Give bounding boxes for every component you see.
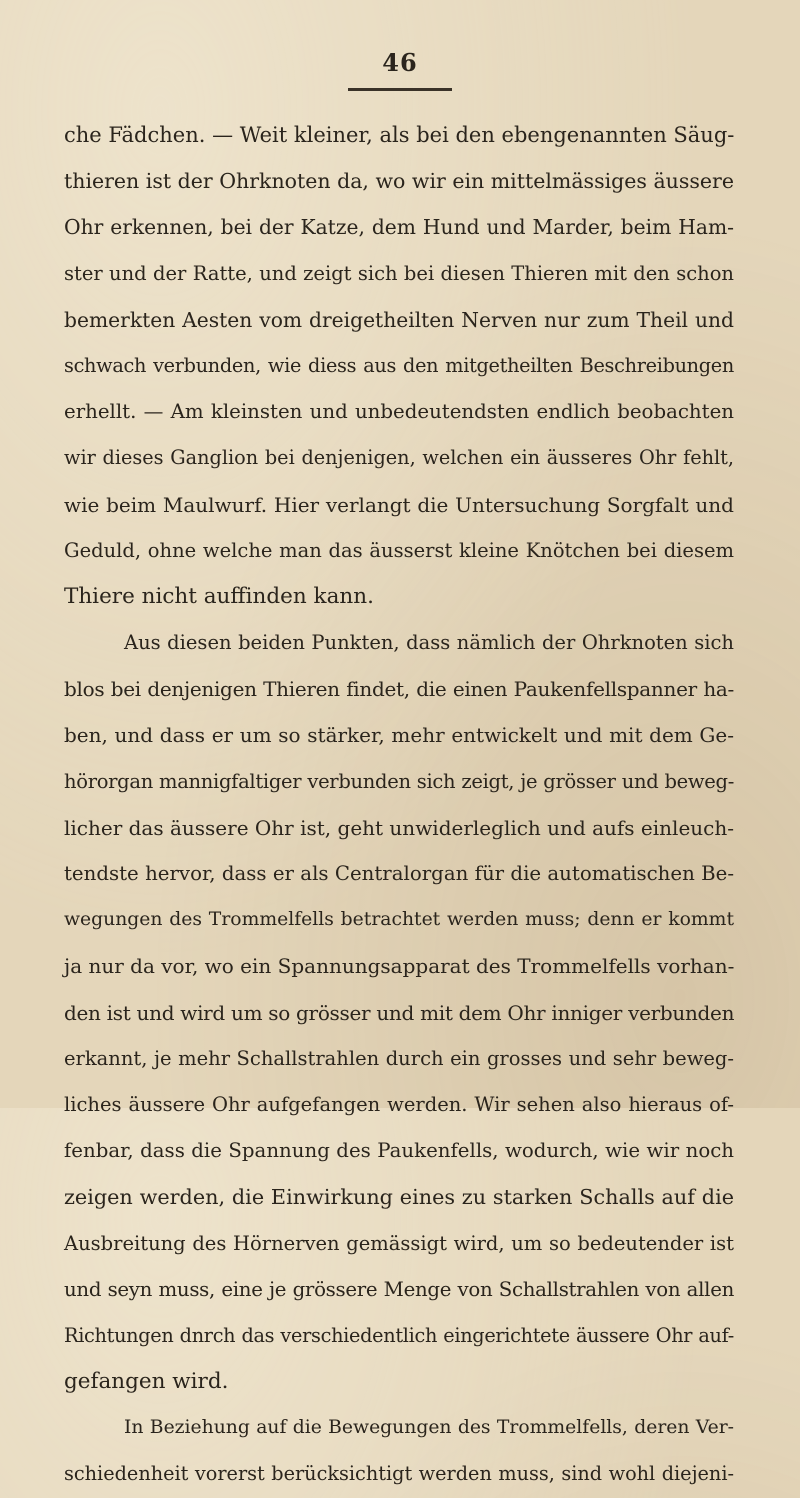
text-line: wir dieses Ganglion bei denjenigen, welchen ein äusseres Ohr fehlt, [64, 446, 734, 470]
text-line: wie beim Maulwurf. Hier verlangt die Untersuchung Sorgfalt und [64, 492, 734, 517]
text-line: schiedenheit vorerst berücksichtigt werden muss, sind wohl diejeni- [64, 1462, 734, 1486]
text-line: Ausbreitung des Hörnerven gemässigt wird, um so bedeutender ist [64, 1231, 734, 1255]
text-line: gefangen wird. [64, 1369, 229, 1395]
page-number-rule [348, 88, 452, 91]
text-line: liches äussere Ohr aufgefangen werden. Wir sehen also hieraus of- [64, 1092, 734, 1116]
text-line: licher das äussere Ohr ist, geht unwiderleglich und aufs einleuch- [64, 815, 734, 840]
text-line: hörorgan mannigfaltiger verbunden sich zeigt, je grösser und beweg- [64, 769, 734, 793]
text-line: Thiere nicht auffinden kann. [64, 583, 374, 609]
text-line: erhellt. — Am kleinsten und unbedeutendsten endlich beobachten [64, 400, 734, 424]
text-line: thieren ist der Ohrknoten da, wo wir ein mittelmässiges äussere [64, 169, 734, 194]
text-line: Geduld, ohne welche man das äusserst kleine Knötchen bei diesem [64, 538, 734, 562]
text-line: In Beziehung auf die Bewegungen des Trommelfells, deren Ver- [124, 1417, 734, 1439]
text-line: und seyn muss, eine je grössere Menge von Schallstrahlen von allen [64, 1277, 734, 1301]
text-line: Richtungen dnrch das verschiedentlich eingerichtete äussere Ohr auf- [64, 1323, 734, 1347]
text-line: Ohr erkennen, bei der Katze, dem Hund und Marder, beim Ham- [64, 215, 734, 240]
text-line: Aus diesen beiden Punkten, dass nämlich der Ohrknoten sich [124, 631, 734, 655]
text-line: blos bei denjenigen Thieren findet, die einen Paukenfellspanner ha- [64, 677, 734, 702]
text-line: tendste hervor, dass er als Centralorgan für die automatischen Be- [64, 862, 734, 885]
text-line: ja nur da vor, wo ein Spannungsapparat des Trommelfells vorhan- [64, 954, 735, 979]
text-line: wegungen des Trommelfells betrachtet werden muss; denn er kommt [64, 909, 734, 931]
text-line: ster und der Ratte, und zeigt sich bei diesen Thieren mit den schon [64, 261, 734, 285]
text-line: bemerkten Aesten vom dreigetheilten Nerven nur zum Theil und [64, 307, 734, 332]
text-line: ben, und dass er um so stärker, mehr entwickelt und mit dem Ge- [64, 723, 734, 748]
text-line: zeigen werden, die Einwirkung eines zu starken Schalls auf die [64, 1185, 734, 1210]
page-number: 46 [382, 48, 418, 77]
text-line: den ist und wird um so grösser und mit dem Ohr inniger verbunden [64, 1000, 735, 1025]
text-line: che Fädchen. — Weit kleiner, als bei den ebengenannten Säug- [64, 123, 735, 147]
text-line: erkannt, je mehr Schallstrahlen durch ein grosses und sehr beweg- [64, 1046, 734, 1070]
body-text [64, 112, 734, 1498]
text-line: fenbar, dass die Spannung des Paukenfells, wodurch, wie wir noch [64, 1139, 734, 1163]
text-line: schwach verbunden, wie diess aus den mitgetheilten Beschreibungen [64, 353, 734, 377]
